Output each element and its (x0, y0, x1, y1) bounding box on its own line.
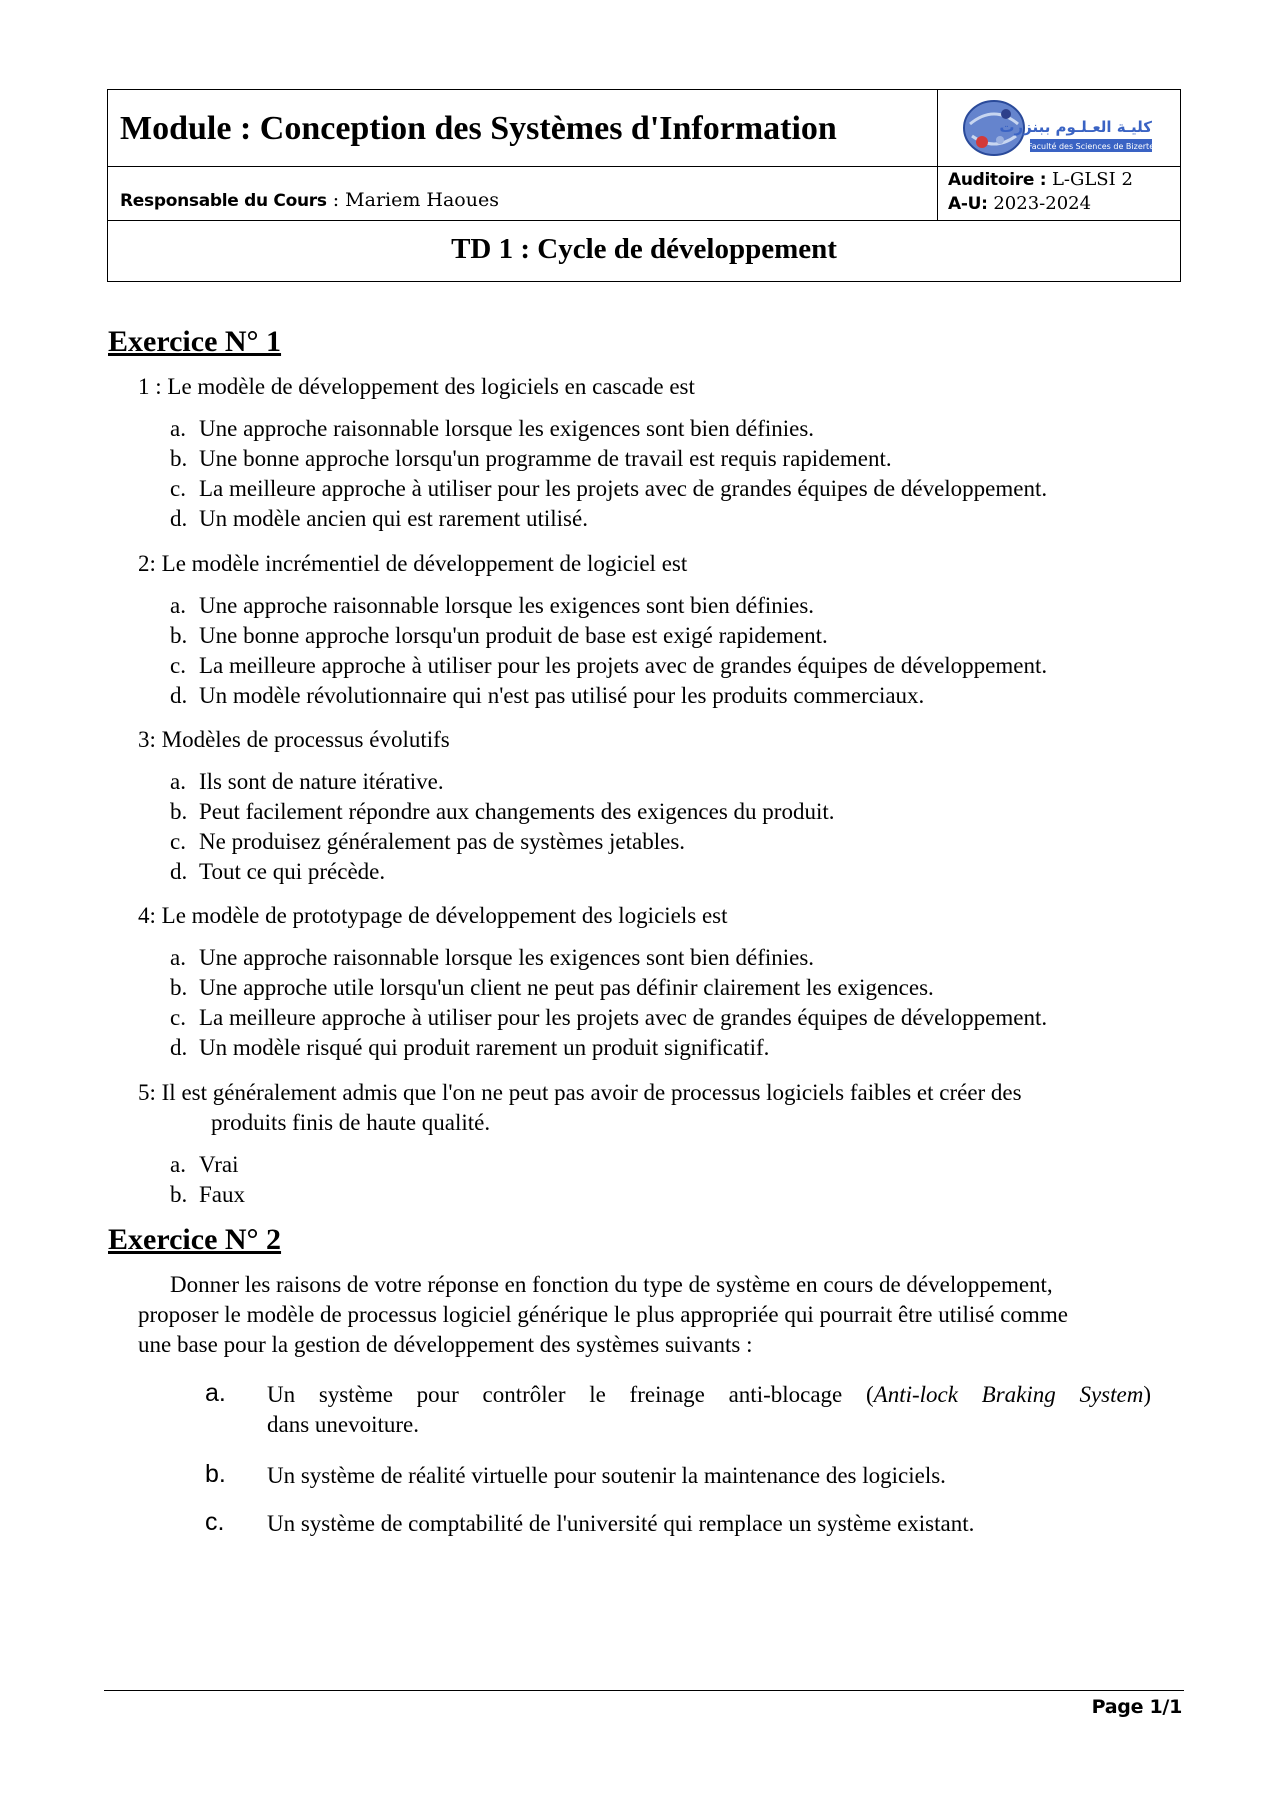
q4-option-d: d. Un modèle risqué qui produit rarement un produit significatif. (170, 1035, 770, 1060)
responsable-line (120, 189, 499, 211)
au-label: A-U: (948, 194, 988, 214)
q4-option-b: b. Une approche utile lorsqu'un client ne peut pas définir clairement les exigences. (170, 975, 934, 1000)
td-cell (108, 221, 1180, 281)
exercise2-title: Exercice N° 2 (108, 1223, 282, 1256)
q4-option-c: c. La meilleure approche à utiliser pour les projets avec de grandes équipes de développement. (170, 1005, 1048, 1030)
footer-divider (104, 1690, 1184, 1691)
svg-text:كليـة العـلـوم ببنزرت: كليـة العـلـوم ببنزرت (999, 118, 1152, 136)
auditoire-cell (938, 167, 1180, 221)
q2-option-b: b. Une bonne approche lorsqu'un produit de base est exigé rapidement. (170, 623, 828, 648)
q5-option-b: b. Faux (170, 1182, 245, 1207)
auditoire-label: Auditoire : (948, 170, 1047, 190)
q4-option-a: a. Une approche raisonnable lorsque les exigences sont bien définies. (170, 945, 815, 970)
question-4: 4: Le modèle de prototypage de développement des logiciels est (138, 903, 728, 928)
module-cell (108, 90, 938, 167)
q3-option-a: a. Ils sont de nature itérative. (170, 769, 444, 794)
ex2-item-a-letter: a. (205, 1379, 226, 1407)
question-3: 3: Modèles de processus évolutifs (138, 727, 450, 752)
ex2-item-c-text: Un système de comptabilité de l'université qui remplace un système existant. (267, 1511, 975, 1536)
q3-option-b: b. Peut facilement répondre aux changements des exigences du produit. (170, 799, 835, 824)
responsable-cell (108, 167, 938, 221)
q1-option-c: c. La meilleure approche à utiliser pour les projets avec de grandes équipes de développement. (170, 476, 1048, 501)
au-value: 2023-2024 (987, 193, 1092, 214)
q3-option-c: c. Ne produisez généralement pas de systèmes jetables. (170, 829, 686, 854)
q1-option-a: a. Une approche raisonnable lorsque les exigences sont bien définies. (170, 416, 815, 441)
td-title: TD 1 : Cycle de développement (451, 233, 837, 265)
ex2-item-a-line-2: dans unevoiture. (267, 1412, 420, 1437)
q2-option-d: d. Un modèle révolutionnaire qui n'est pas utilisé pour les produits commerciaux. (170, 683, 925, 708)
ex2-item-a-line-1: Un système pour contrôler le freinage anti-blocage (Anti-lock Braking System) (267, 1382, 1152, 1407)
header-table (107, 89, 1181, 282)
logo-cell (938, 90, 1180, 167)
ex2-item-c-letter: c. (205, 1508, 225, 1536)
q1-option-b: b. Une bonne approche lorsqu'un programme de travail est requis rapidement. (170, 446, 892, 471)
question-5-continuation: produits finis de haute qualité. (211, 1110, 491, 1135)
q3-option-d: d. Tout ce qui précède. (170, 859, 386, 884)
page-number: Page 1/1 (1091, 1696, 1182, 1718)
auditoire-line (948, 169, 1133, 190)
q2-option-c: c. La meilleure approche à utiliser pour les projets avec de grandes équipes de développement. (170, 653, 1048, 678)
auditoire-value: L-GLSI 2 (1046, 169, 1133, 190)
ex2-item-b-text: Un système de réalité virtuelle pour soutenir la maintenance des logiciels. (267, 1463, 946, 1488)
question-5: 5: Il est généralement admis que l'on ne peut pas avoir de processus logiciels faibles et créer des (138, 1080, 1022, 1105)
exercise2-intro-line-3: une base pour la gestion de développement des systèmes suivants : (138, 1332, 753, 1357)
q1-option-d: d. Un modèle ancien qui est rarement utilisé. (170, 506, 588, 531)
au-line (948, 193, 1091, 214)
q2-option-a: a. Une approche raisonnable lorsque les exigences sont bien définies. (170, 593, 815, 618)
question-1: 1 : Le modèle de développement des logiciels en cascade est (138, 374, 695, 399)
svg-text:Faculté des Sciences de Bizert: Faculté des Sciences de Bizerte (1027, 142, 1155, 151)
responsable-label: Responsable du Cours (120, 191, 327, 211)
responsable-value: : Mariem Haoues (326, 189, 499, 211)
exercise2-intro-line-2: proposer le modèle de processus logiciel générique le plus appropriée qui pourrait être utilisé comme (138, 1302, 1068, 1327)
exercise2-intro-line-1: Donner les raisons de votre réponse en fonction du type de système en cours de développement, (170, 1272, 1053, 1297)
exercise1-title: Exercice N° 1 (108, 325, 282, 358)
ex2-item-b-letter: b. (205, 1460, 226, 1488)
question-2: 2: Le modèle incrémentiel de développement de logiciel est (138, 551, 688, 576)
module-title: Module : Conception des Systèmes d'Information (120, 110, 837, 147)
faculty-logo-icon (960, 94, 1160, 164)
q5-option-a: a. Vrai (170, 1152, 239, 1177)
